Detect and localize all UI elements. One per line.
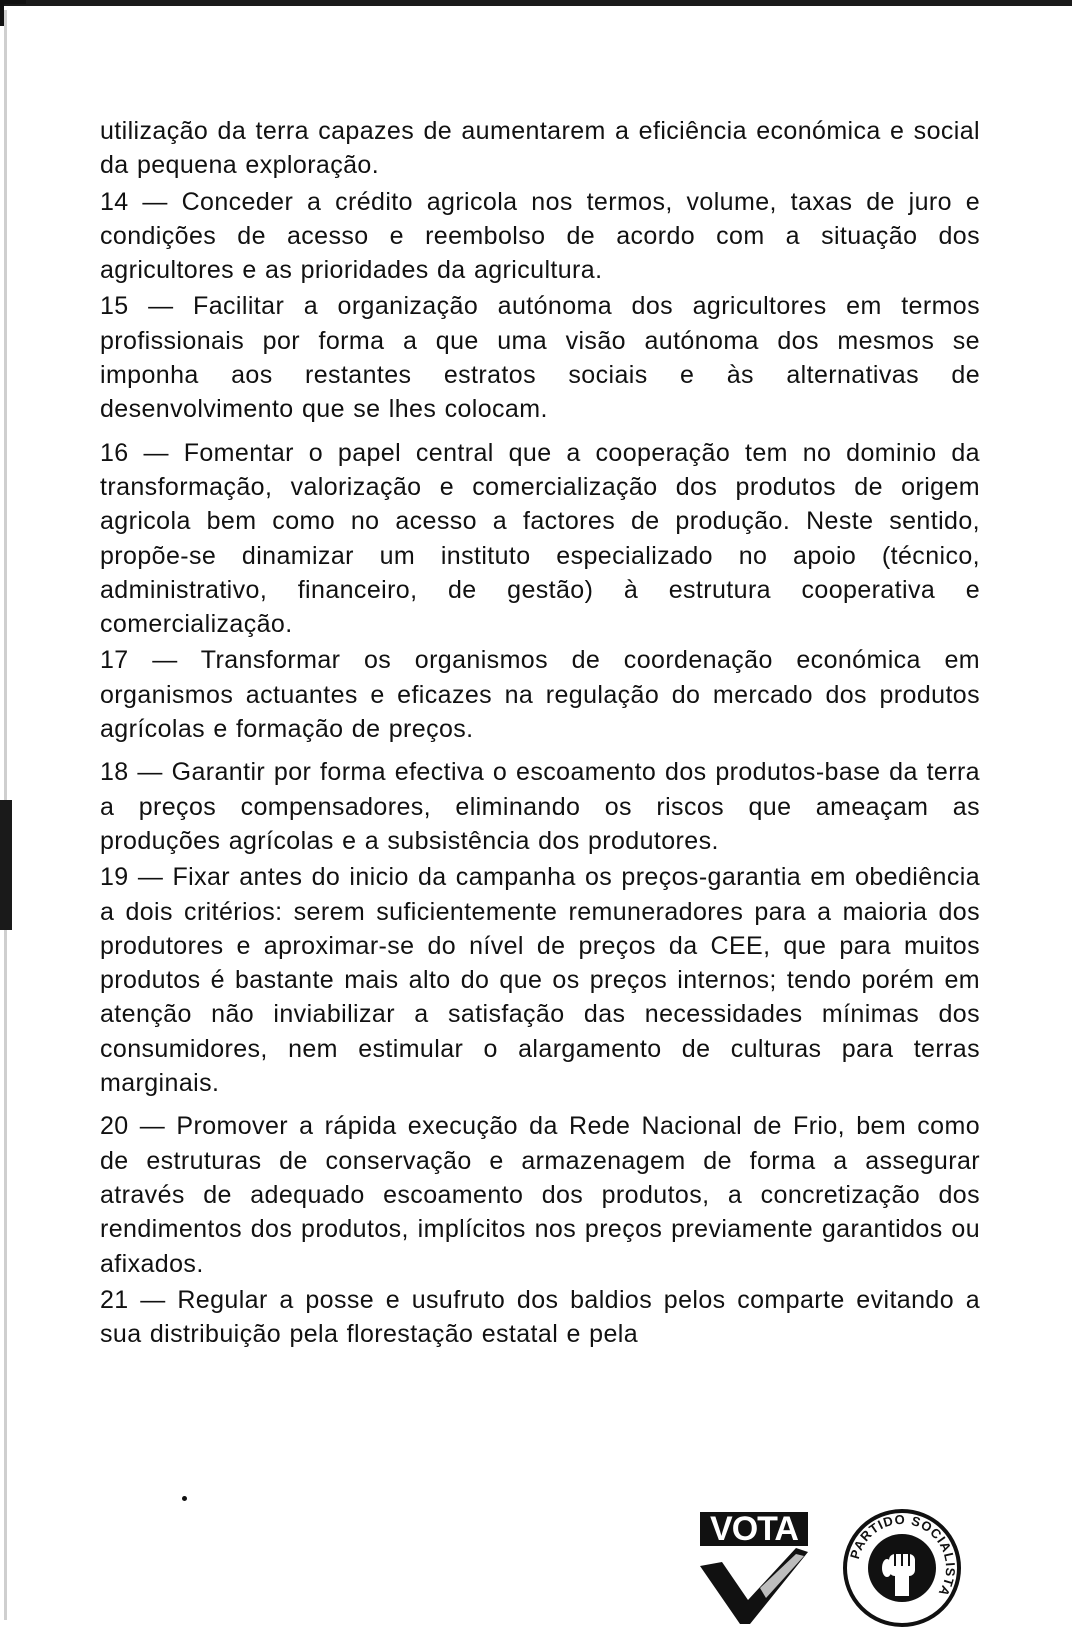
paragraph-13-continued: utilização da terra capazes de aumentarem a eficiência económica e social da pequena exploração. [100,117,980,180]
paragraph-17: 17 — Transformar os organismos de coordenação económica em organismos actuantes e eficazes na regulação do mercado dos produtos agrícolas e formação de preços. [100,646,980,744]
checkmark-icon [700,1548,808,1624]
paragraph-15: 15 — Facilitar a organização autónoma dos agricultores em termos profissionais por forma a que uma visão autónoma dos mesmos se imponha aos restantes estratos sociais e às alternativas de desenvolvimento que se lhes colocam. [100,292,980,424]
document-body [100,114,980,1353]
vota-logo [700,1512,808,1624]
paragraph-21: 21 — Regular a posse e usufruto dos baldios pelos comparte evitando a sua distribuição pela florestação estatal e pela [100,1285,980,1349]
paragraph-20: 20 — Promover a rápida execução da Rede Nacional de Frio, bem como de estruturas de conservação e armazenagem de forma a assegurar através de adequado escoamento dos produtos, a concretização dos rendimentos dos produtos, implícitos nos preços previamente garantidos ou afixados. [100,1112,980,1278]
party-name: PARTIDO SOCIALISTA [847,1511,959,1600]
party-seal [842,1508,962,1628]
stray-dot [182,1496,187,1501]
paragraph-16: 16 — Fomentar o papel central que a cooperação tem no dominio da transformação, valorização e comercialização dos produtos de origem agricola bem como no acesso a factores de produção. Neste sentido, propõe-se dinamizar um instituto especializado no apoio (técnico, administrativo, financeiro, de gestão) à estrutura cooperativa e comercialização. [100,438,980,639]
top-rule [0,0,1072,6]
paragraph-14: 14 — Conceder a crédito agricola nos termos, volume, taxas de juro e condições de acesso e reembolso de acordo com a situação dos agricultores e as prioridades da agricultura. [100,187,980,285]
paragraph-19: 19 — Fixar antes do inicio da campanha os preços-garantia em obediência a dois critérios: serem suficientemente remuneradores para a maioria dos produtores e aproximar-se do nível de preços da CEE, que para muitos produtos é bastante mais alto do que os preços internos; tendo porém em atenção não inviabilizar a satisfação das necessidades mínimas dos consumidores, nem estimular o alargamento de culturas para terras marginais. [100,863,980,1098]
footer-logos [700,1508,980,1628]
paragraph-18: 18 — Garantir por forma efectiva o escoamento dos produtos-base da terra a preços compensadores, eliminando os riscos que ameaçam as produções agrícolas e a subsistência dos produtores. [100,758,980,855]
vota-label: VOTA [700,1512,808,1546]
binding-mark [0,800,12,930]
